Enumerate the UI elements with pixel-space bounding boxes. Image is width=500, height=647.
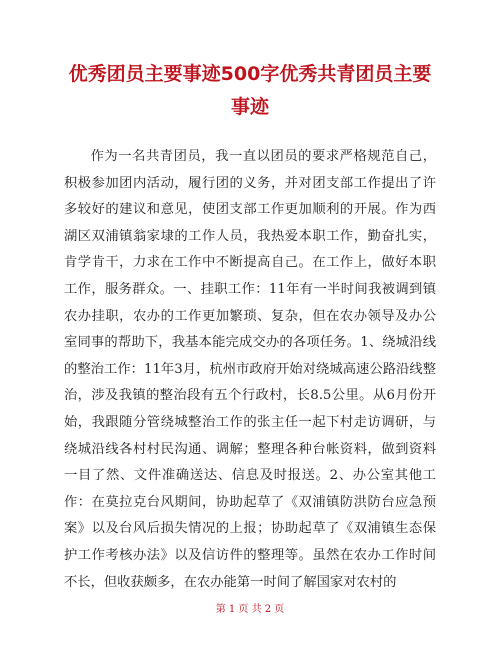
document-title: 优秀团员主要事迹500字优秀共青团员主要事迹 (68, 63, 432, 118)
page-number-footer: 第 1 页 共 2 页 (215, 604, 285, 615)
document-body-paragraph: 作为一名共青团员，我一直以团员的要求严格规范自己，积极参加团内活动，履行团的义务，并对团支部工作提出了许多较好的建议和意见，使团支部工作更加顺利的开展。作为西湖区双浦镇翁家埭的工作人员，我热爱本职工作，勤奋扎实，肯学肯干，力求在工作中不断提高自己。在工作上，做好本职工作，服务群众。一、挂职工作：11年有一半时间我被调到镇农办挂职，农办的工作更加繁琐、复杂，但在农办领导及办公室同事的帮助下，我基本能完成交办的各项任务。1、绕城沿线的整治工作：11年3月，杭州市政府开始对绕城高速公路沿线整治，涉及我镇的整治段有五个行政村，长8.5公里。从6月份开始，我跟随分管绕城整治工作的张主任一起下村走访调研，与绕城沿线各村村民沟通、调解；整理各种台帐资料，做到资料一目了然、文件准确送达、信息及时报送。2、办公室其他工作：在莫拉克台风期间，协助起草了《双浦镇防洪防台应急预案》以及台风后损失情况的上报；协助起草了《双浦镇生态保护工作考核办法》以及信访件的整理等。虽然在农办工作时间不长，但收获颇多，在农办能第一时间了解国家对农村的 (64, 149, 436, 590)
